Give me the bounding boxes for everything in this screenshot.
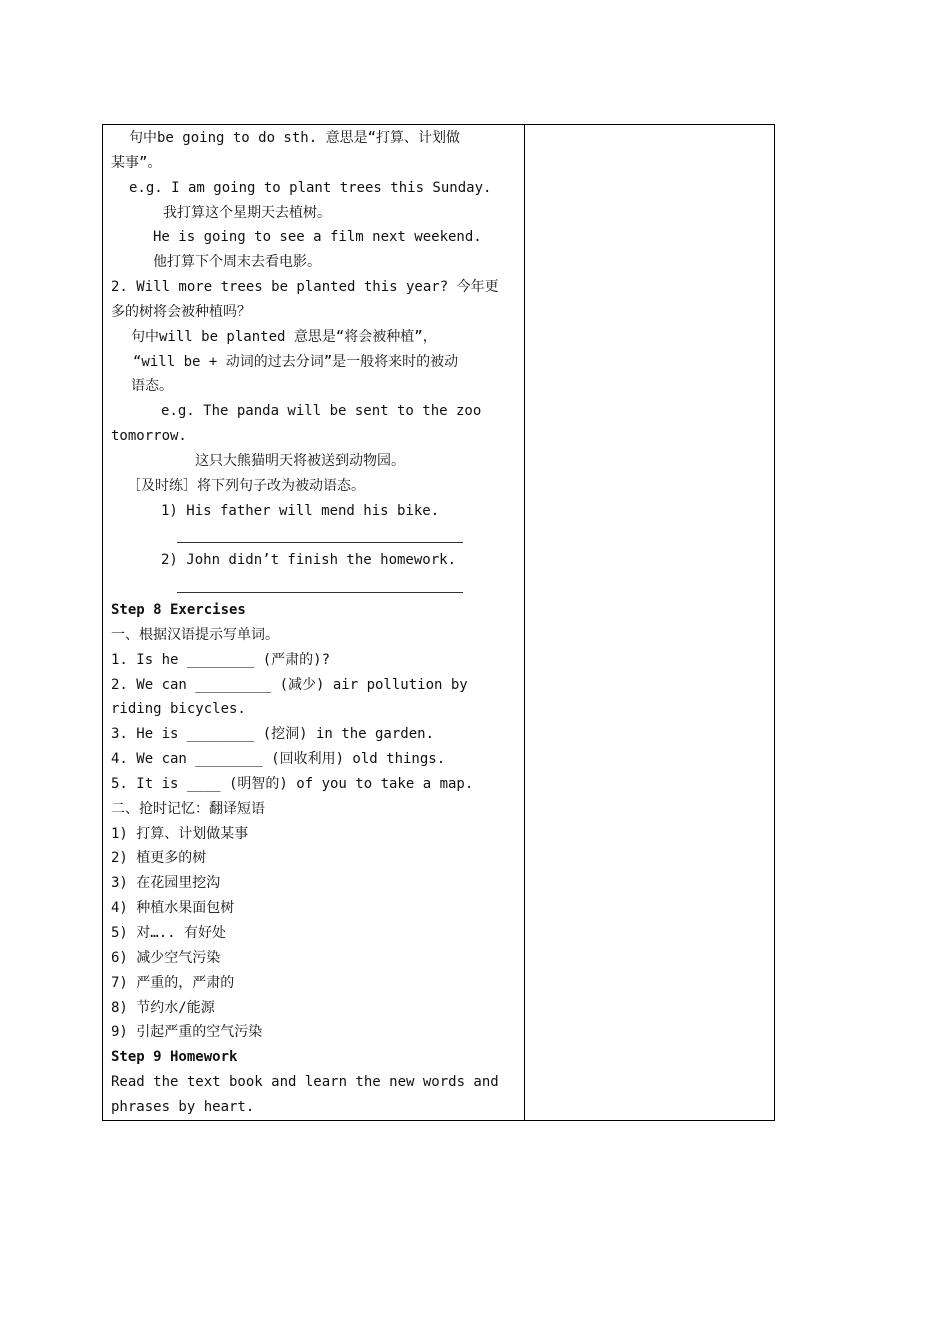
text-line <box>111 325 519 350</box>
text-line-content: 1) 打算、计划做某事 <box>111 825 249 842</box>
text-line <box>111 374 519 399</box>
text-line <box>111 449 519 474</box>
text-line-content: 8) 节约水/能源 <box>111 999 215 1016</box>
text-line <box>111 996 519 1021</box>
text-line-content: 7) 严重的，严肃的 <box>111 974 235 991</box>
text-line-content: 5) 对….. 有好处 <box>111 925 227 941</box>
answer-blank[interactable] <box>177 528 463 543</box>
text-line-content: Step 8 Exercises <box>111 602 246 619</box>
text-line-content: tomorrow. <box>111 428 187 445</box>
text-line-content: 1) His father will mend his bike. <box>161 502 440 519</box>
text-line-content: phrases by heart. <box>111 1098 255 1115</box>
text-line <box>111 1095 519 1120</box>
text-line <box>111 250 519 275</box>
text-line-content: 我打算这个星期天去植树。 <box>163 204 331 221</box>
text-line <box>111 846 519 871</box>
text-line <box>111 151 519 176</box>
text-line-content: 这只大熊猫明天将被送到动物园。 <box>195 452 405 469</box>
text-line <box>111 275 519 300</box>
text-line <box>111 548 519 573</box>
text-line <box>111 424 519 449</box>
text-line <box>111 300 519 325</box>
text-line <box>111 921 519 946</box>
text-line <box>111 946 519 971</box>
text-line <box>111 747 519 772</box>
text-line <box>111 474 519 499</box>
text-line-content: 2) 植更多的树 <box>111 850 207 867</box>
text-line-content: 某事”。 <box>111 154 162 171</box>
text-line-content: 句中will be planted 意思是“将会被种植”， <box>131 328 437 345</box>
answer-blank-line[interactable] <box>111 524 519 549</box>
text-line <box>111 225 519 250</box>
text-line <box>111 648 519 673</box>
text-line-content: 5. It is ____ (明智的) of you to take a map. <box>111 775 474 792</box>
text-line <box>111 1070 519 1095</box>
text-line-content: 3. He is ________ (挖洞) in the garden. <box>111 726 435 743</box>
answer-blank-line[interactable] <box>111 573 519 598</box>
text-line <box>111 201 519 226</box>
text-line <box>111 126 519 151</box>
text-line <box>111 797 519 822</box>
text-line <box>111 871 519 896</box>
text-line-content: e.g. The panda will be sent to the zoo <box>161 403 482 420</box>
text-line-content: Step 9 Homework <box>111 1049 238 1066</box>
text-line-content: 9) 引起严重的空气污染 <box>111 1024 263 1041</box>
text-line <box>111 399 519 424</box>
text-line <box>111 697 519 722</box>
text-line-content: e.g. I am going to plant trees this Sunday. <box>129 179 492 196</box>
text-line <box>111 971 519 996</box>
text-line <box>111 598 519 623</box>
text-line-content: “will be + 动词的过去分词”是一般将来时的被动 <box>133 353 459 370</box>
text-line-content: 多的树将会被种植吗？ <box>111 303 251 320</box>
text-line <box>111 673 519 698</box>
text-line <box>111 822 519 847</box>
text-line-content: 2) John didn’t finish the homework. <box>161 552 457 569</box>
text-line-content: He is going to see a film next weekend. <box>153 229 482 246</box>
text-line <box>111 1020 519 1045</box>
text-line-content: 4. We can ________ (回收利用) old things. <box>111 751 446 768</box>
text-line <box>111 350 519 375</box>
text-line-content: 2. We can _________ (减少) air pollution by <box>111 676 468 693</box>
text-line-content: 2. Will more trees be planted this year? 今年更 <box>111 279 499 296</box>
text-line-content: ［及时练］将下列句子改为被动语态。 <box>127 477 365 494</box>
text-line-content: 二、抢时记忆：翻译短语 <box>111 800 265 817</box>
text-line-content: 语态。 <box>131 378 173 395</box>
text-line-content: 3) 在花园里挖沟 <box>111 875 221 892</box>
left-cell-content <box>111 126 519 1120</box>
text-line-content: 句中be going to do sth. 意思是“打算、计划做 <box>129 130 461 146</box>
text-line <box>111 623 519 648</box>
text-line <box>111 772 519 797</box>
text-line <box>111 896 519 921</box>
text-line-content: riding bicycles. <box>111 701 246 718</box>
answer-blank[interactable] <box>177 578 463 593</box>
text-line-content: Read the text book and learn the new words and <box>111 1074 499 1091</box>
text-line <box>111 1045 519 1070</box>
text-line <box>111 722 519 747</box>
column-divider <box>524 124 525 1121</box>
text-line-content: 1. Is he ________ (严肃的)? <box>111 651 331 668</box>
text-line <box>111 176 519 201</box>
text-line <box>111 499 519 524</box>
text-line-content: 一、根据汉语提示写单词。 <box>111 626 279 643</box>
text-line-content: 6) 减少空气污染 <box>111 949 221 966</box>
text-line-content: 他打算下个周末去看电影。 <box>153 254 321 271</box>
text-line-content: 4) 种植水果面包树 <box>111 900 235 917</box>
